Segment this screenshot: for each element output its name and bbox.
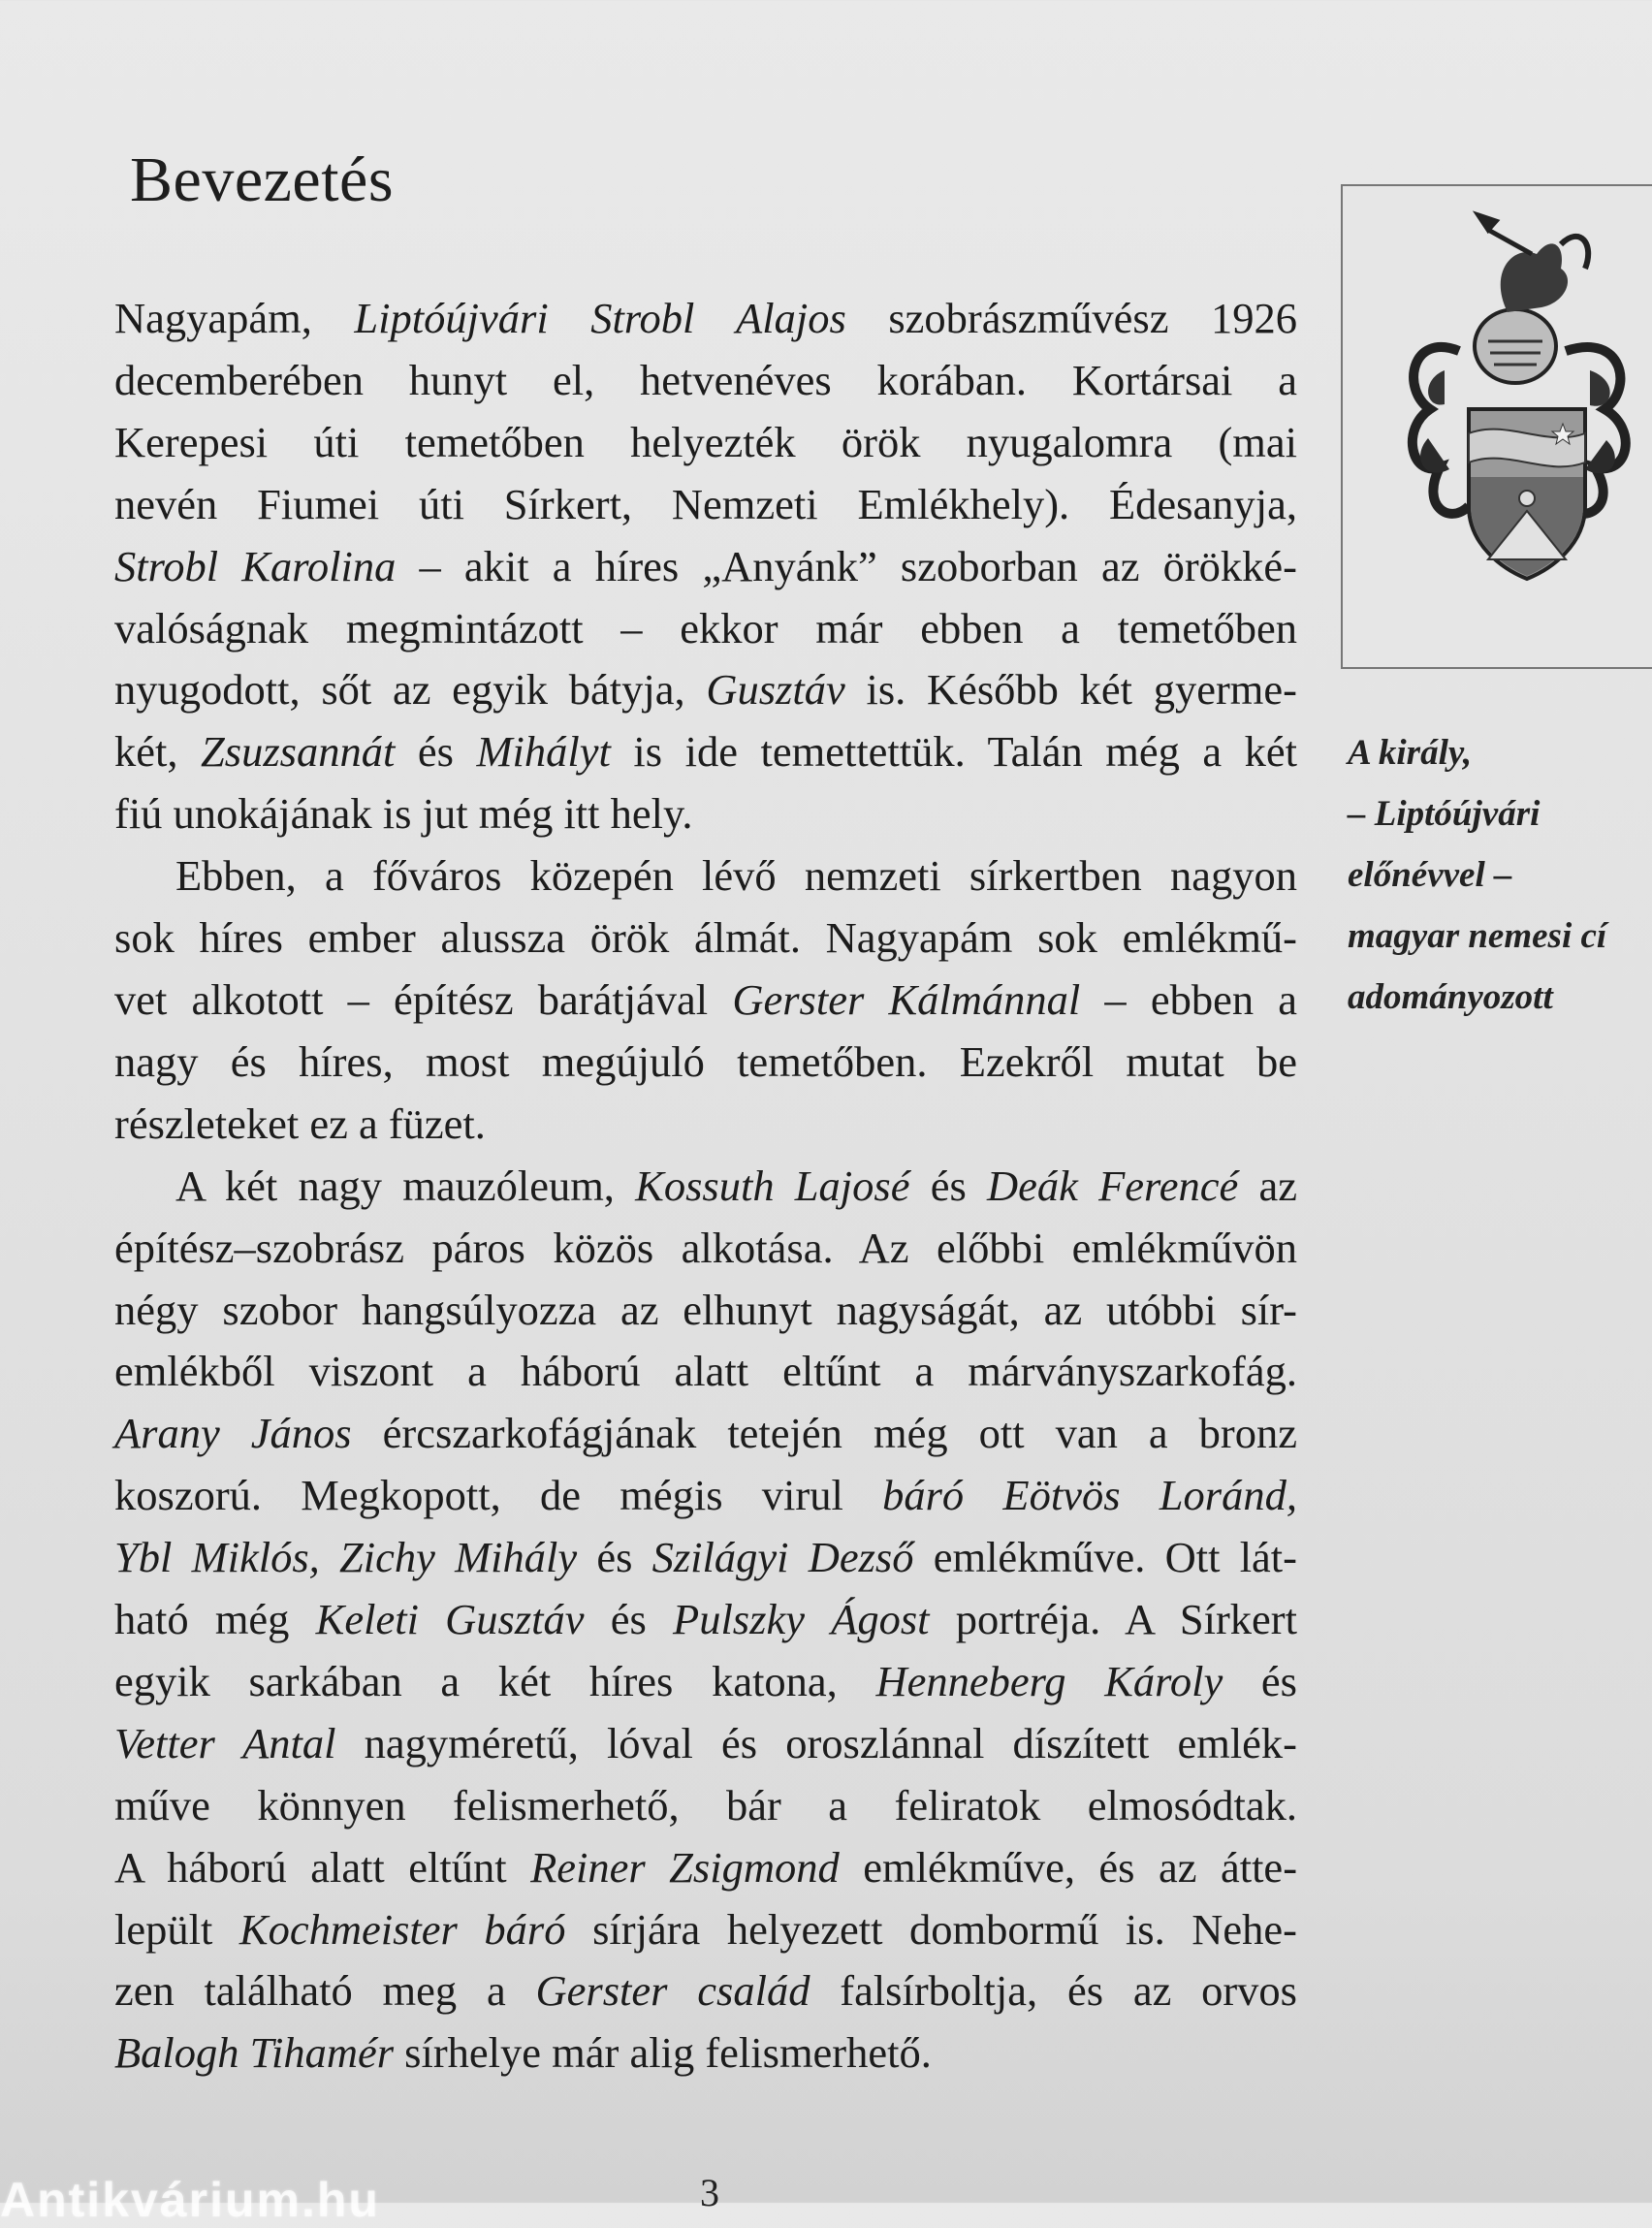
text-run: – akit a híres „Anyánk” szoborban az örökké- <box>396 541 1297 590</box>
italic-name: Arany János <box>114 1409 352 1458</box>
italic-name: Gerster Kálmánnal <box>732 974 1081 1024</box>
text-run: – ebben a <box>1080 974 1297 1024</box>
text-run: sírhelye már alig felismerhető. <box>394 2028 932 2078</box>
italic-name: Zsuzsannát <box>201 727 396 777</box>
text-run: Ebben, a főváros közepén lévő nemzeti sírkertben nagyon <box>175 851 1297 901</box>
italic-name: Keleti Gusztáv <box>315 1595 585 1644</box>
text-run: fiú unokájának is jut még itt hely. <box>114 789 693 839</box>
italic-name: Henneberg Károly <box>875 1656 1223 1705</box>
text-line <box>114 1280 1297 1342</box>
italic-name: Kochmeister báró <box>238 1904 566 1954</box>
italic-name: Szilágyi Dezső <box>651 1533 914 1582</box>
text-line <box>114 1651 1297 1713</box>
italic-name: Balogh Tihamér <box>114 2028 395 2078</box>
text-line <box>114 1713 1297 1775</box>
text-line <box>114 1465 1297 1527</box>
text-run: egyik sarkában a két híres katona, <box>114 1656 876 1705</box>
text-line <box>114 1094 1297 1156</box>
caption-line: A király, <box>1348 733 1473 773</box>
italic-name: Pulszky Ágost <box>673 1595 930 1644</box>
text-run: nyugodott, sőt az egyik bátyja, <box>114 665 707 715</box>
italic-name: Vetter Antal <box>114 1718 336 1767</box>
text-line <box>114 1589 1297 1651</box>
text-run: A két nagy mauzóleum, <box>175 1161 636 1210</box>
text-line <box>114 783 1297 845</box>
paragraph <box>114 845 1297 1156</box>
text-line <box>114 1899 1297 1961</box>
text-run: falsírboltja, és az orvos <box>810 1966 1297 2016</box>
paragraph <box>114 1156 1297 2085</box>
text-run: négy szobor hangsúlyozza az elhunyt nagyságát, az utóbbi sír- <box>114 1285 1297 1334</box>
text-run: is ide temettettük. Talán még a két <box>610 727 1297 777</box>
caption-line: előnévvel – <box>1348 855 1512 895</box>
text-line <box>114 659 1297 721</box>
italic-name: Reiner Zsigmond <box>530 1842 840 1892</box>
text-line <box>114 1156 1297 1218</box>
text-line <box>114 1218 1297 1280</box>
text-run: ércszarkofágjának tetején még ott van a bronz <box>351 1409 1297 1458</box>
watermark: Antikvárium.hu <box>0 2173 380 2227</box>
text-run: sírjára helyezett dombormű is. Nehe- <box>565 1904 1297 1954</box>
italic-name: Strobl Karolina <box>114 541 397 590</box>
italic-name: Mihályt <box>476 727 611 777</box>
text-run: nagyméretű, lóval és oroszlánnal díszített emlék- <box>335 1718 1298 1767</box>
text-run: sok híres ember alussza örök álmát. Nagyapám sok emlékmű- <box>114 913 1297 963</box>
caption-line: magyar nemesi cí <box>1348 916 1607 956</box>
text-run: valóságnak megmintázott – ekkor már ebben a temetőben <box>114 603 1297 652</box>
text-run: A háború alatt eltűnt <box>114 1842 531 1892</box>
text-run: zen található meg a <box>114 1966 536 2016</box>
text-run: és <box>1223 1656 1297 1705</box>
page-title: Bevezetés <box>130 144 395 215</box>
italic-name: Liptóújvári Strobl Alajos <box>354 294 846 342</box>
text-line <box>114 1960 1297 2022</box>
coat-of-arms-icon <box>1343 186 1652 671</box>
caption-line: – Liptóújvári <box>1348 794 1541 834</box>
text-run: koszorú. Megkopott, de mégis virul <box>114 1471 883 1520</box>
text-run: Kerepesi úti temetőben helyezték örök nyugalomra (mai <box>114 417 1297 466</box>
text-run: portréja. A Sírkert <box>929 1595 1297 1644</box>
text-run: részleteket ez a füzet. <box>114 1098 486 1148</box>
text-run: nagy és híres, most megújuló temetőben. Ezekről mutat be <box>114 1036 1297 1086</box>
text-line <box>114 412 1297 474</box>
text-run: és <box>584 1595 674 1644</box>
text-line <box>114 1341 1297 1403</box>
text-run: vet alkotott – építész barátjával <box>114 974 733 1024</box>
text-run: decemberében hunyt el, hetvenéves korában. Kortársai a <box>114 355 1297 404</box>
text-run: és <box>909 1161 988 1210</box>
coat-of-arms-image <box>1341 184 1652 669</box>
text-line <box>114 598 1297 660</box>
text-line <box>114 970 1297 1032</box>
page-number: 3 <box>700 2171 719 2214</box>
image-caption <box>1348 722 1652 1028</box>
text-line <box>114 288 1297 350</box>
text-line <box>114 721 1297 783</box>
text-run: is. Később két gyerme- <box>844 665 1297 715</box>
text-line <box>114 1527 1297 1589</box>
text-line <box>114 1403 1297 1465</box>
text-line <box>114 474 1297 536</box>
italic-name: báró Eötvös Loránd, <box>882 1471 1297 1520</box>
text-run: műve könnyen felismerhető, bár a feliratok elmosódtak. <box>114 1780 1297 1830</box>
text-run: emlékműve, és az átte- <box>839 1842 1298 1892</box>
text-run: Nagyapám, <box>114 294 355 342</box>
caption-line: adományozott <box>1348 977 1553 1017</box>
text-run: építész–szobrász páros közös alkotása. Az előbbi emlékművön <box>114 1223 1297 1272</box>
text-run: és <box>395 727 477 777</box>
text-run: nevén Fiumei úti Sírkert, Nemzeti Emlékhely). Édesanyja, <box>114 479 1297 528</box>
italic-name: Kossuth Lajosé <box>635 1161 910 1210</box>
text-line <box>114 536 1297 598</box>
text-run: ható még <box>114 1595 316 1644</box>
text-run: két, <box>114 727 202 777</box>
text-line <box>114 1775 1297 1837</box>
italic-name: Gerster család <box>535 1966 810 2016</box>
text-line <box>114 350 1297 412</box>
italic-name: Deák Ferencé <box>987 1161 1239 1210</box>
body-text <box>114 288 1297 2085</box>
text-run: és <box>577 1533 652 1582</box>
text-run: emlékből viszont a háború alatt eltűnt a márványszarkofág. <box>114 1347 1297 1396</box>
text-line <box>114 1032 1297 1094</box>
text-line <box>114 845 1297 907</box>
text-run: az <box>1238 1161 1297 1210</box>
italic-name: Gusztáv <box>706 665 845 715</box>
text-line <box>114 2022 1297 2085</box>
text-run: emlékműve. Ott lát- <box>913 1533 1297 1582</box>
text-run: szobrászművész 1926 <box>845 294 1297 342</box>
italic-name: Ybl Miklós, Zichy Mihály <box>114 1533 578 1582</box>
text-line <box>114 907 1297 970</box>
text-run: lepült <box>114 1904 239 1954</box>
paragraph <box>114 288 1297 845</box>
text-line <box>114 1837 1297 1899</box>
